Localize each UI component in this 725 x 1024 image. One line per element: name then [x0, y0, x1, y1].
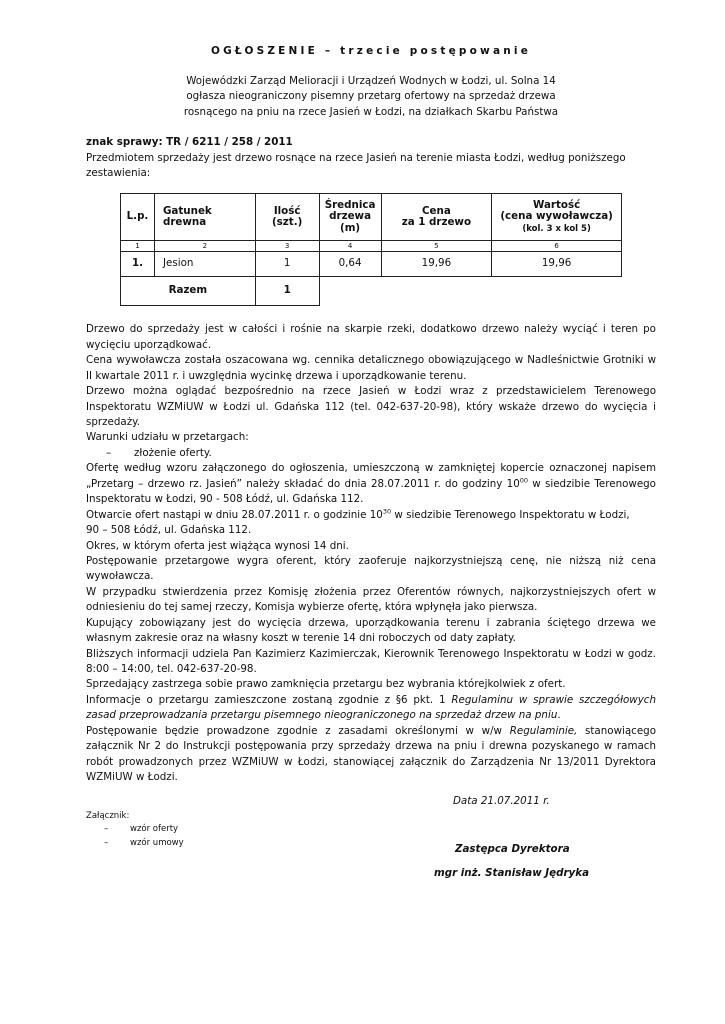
cell-srednica: 0,64 [319, 252, 381, 277]
document-date: Data 21.07.2011 r. [453, 795, 550, 807]
dash-bullet: – [106, 446, 112, 459]
table-header-row [121, 194, 622, 241]
total-label: Razem [121, 277, 256, 306]
intro-block [86, 74, 656, 120]
paragraph: Postępowanie będzie prowadzone zgodnie z zasadami określonymi w w/w Regulaminie, stanowiącego załącznik Nr 2 do Instrukcji postępowania przy sprzedaży drzewa na pniu i drewna pozyskanego w ramach robót prowadzonych przez WZMiUW w Łodzi, stanowiącej załącznik do Zarządzenia Nr 13/2011 Dyrektora WZMiUW w Łodzi. [86, 724, 656, 784]
conditions-item-text: złożenie oferty. [134, 446, 212, 459]
paragraph: Sprzedający zastrzega sobie prawo zamknięcia przetargu bez wybrania którejkolwiek z ofert. [86, 678, 566, 691]
cell-cena: 19,96 [381, 252, 492, 277]
table-row [121, 252, 622, 277]
paragraph: Drzewo do sprzedaży jest w całości i rośnie na skarpie rzeki, dodatkowo drzewo należy wyciąć i teren po wycięciu uporządkować. [86, 323, 656, 351]
attachment-item-text: wzór umowy [130, 838, 184, 848]
cell-ilosc: 1 [255, 252, 319, 277]
case-reference: znak sprawy: TR / 6211 / 258 / 2011 [86, 136, 293, 149]
header-cena: Cena za 1 drzewo [381, 194, 492, 241]
column-number: 4 [319, 241, 381, 252]
document-title: OGŁOSZENIE – trzecie postępowanie [210, 45, 532, 57]
paragraph: Kupujący zobowiązany jest do wycięcia drzewa, uporządkowania terenu i zabrania ściętego drzewa we własnym zakresie oraz na własny koszt w terenie 14 dni roboczych od daty zapłaty. [86, 616, 656, 645]
attachments-label: Załącznik: [86, 810, 130, 821]
header-lp: L.p. [121, 194, 155, 241]
intro-line: rosnącego na pniu na rzece Jasień w Łodzi, na działkach Skarbu Państwa [183, 105, 559, 118]
total-row [121, 277, 622, 306]
body-text [86, 322, 656, 785]
paragraph: W przypadku stwierdzenia przez Komisję złożenia przez Oferentów równych, najkorzystniejszych ofert w odniesieniu do tej samej rzeczy, Komisja wybierze ofertę, która wpłynęła jako pierwsza. [86, 585, 656, 614]
paragraph: Postępowanie przetargowe wygra oferent, który zaoferuje najkorzystniejszą cenę, nie niższą niż cena wywoławcza. [86, 554, 656, 583]
subject-text: Przedmiotem sprzedaży jest drzewo rosnące na rzece Jasień na terenie miasta Łodzi, według poniższego zestawienia: [86, 151, 626, 179]
attachments [86, 810, 656, 850]
paragraph: Cena wywoławcza została oszacowana wg. cennika detalicznego obowiązującego w Nadleśnictwie Grotniki w II kwartale 2011 r. i uwzględnia wycinkę drzewa i uporządkowanie terenu. [86, 354, 656, 382]
conditions-item [86, 446, 656, 461]
total-value: 1 [255, 277, 319, 306]
paragraph: Informacje o przetargu zamieszczone zostaną zgodnie z §6 pkt. 1 Regulaminu w sprawie szczegółowych zasad przeprowadzania przetargu pisemnego nieograniczonego na sprzedaż drzew na pniu. [86, 693, 656, 722]
cell-lp: 1. [121, 252, 155, 277]
attachment-item-text: wzór oferty [130, 824, 179, 835]
document-page [86, 44, 656, 850]
paragraph: Otwarcie ofert nastąpi w dniu 28.07.2011 r. o godzinie $10^{30}$ w siedzibie Terenowego Inspektoratu w Łodzi, 90 – 508 Łódź, ul. Gdańska 112. [86, 507, 630, 537]
header-gatunek: Gatunek drewna [154, 194, 255, 241]
cell-gatunek: Jesion [154, 252, 255, 277]
column-number: 3 [255, 241, 319, 252]
paragraph: Bliższych informacji udziela Pan Kazimierz Kazimierczak, Kierownik Terenowego Inspektoratu w Łodzi w godz. 8:00 – 14:00, tel. 042-637-20-98. [86, 647, 656, 675]
signature-name: mgr inż. Stanisław Jędryka [434, 867, 590, 879]
column-number: 6 [492, 241, 622, 252]
dash-bullet: – [104, 838, 109, 848]
attachment-item [86, 823, 656, 836]
column-number: 2 [154, 241, 255, 252]
tree-table [120, 193, 622, 306]
attachment-item [86, 837, 656, 850]
paragraph: Warunki udziału w przetargach: [86, 431, 249, 444]
header-ilosc: Ilość (szt.) [255, 194, 319, 241]
column-number-row [121, 241, 622, 252]
paragraph: Okres, w którym oferta jest wiążąca wynosi 14 dni. [86, 539, 349, 552]
cell-wartosc: 19,96 [492, 252, 622, 277]
signature-role: Zastępca Dyrektora [455, 843, 570, 855]
paragraph: Ofertę według wzoru załączonego do ogłoszenia, umieszczoną w zamkniętej kopercie oznaczonej napisem „Przetarg – drzewo rz. Jasień” należy składać do dnia 28.07.2011 r. do godziny $10^{00}$ w siedzibie Terenowego Inspektoratu w Łodzi, 90 - 508 Łódź, ul. Gdańska 112. [86, 462, 656, 506]
header-wartosc: Wartość (cena wywoławcza) (kol. 3 x kol 5) [492, 194, 622, 241]
dash-bullet: – [104, 824, 109, 835]
intro-line: Wojewódzki Zarząd Melioracji i Urządzeń Wodnych w Łodzi, ul. Solna 14 [186, 74, 556, 87]
header-srednica: Średnica drzewa (m) [319, 194, 381, 241]
paragraph: Drzewo można oglądać bezpośrednio na rzece Jasień w Łodzi wraz z przedstawicielem Terenowego Inspektoratu WZMiUW w Łodzi ul. Gdańska 112 (tel. 042-637-20-98), który wskaże drzewo do wycięcia i sprzedaży. [86, 385, 656, 428]
column-number: 1 [121, 241, 155, 252]
column-number: 5 [381, 241, 492, 252]
intro-line: ogłasza nieograniczony pisemny przetarg ofertowy na sprzedaż drzewa [186, 90, 556, 103]
